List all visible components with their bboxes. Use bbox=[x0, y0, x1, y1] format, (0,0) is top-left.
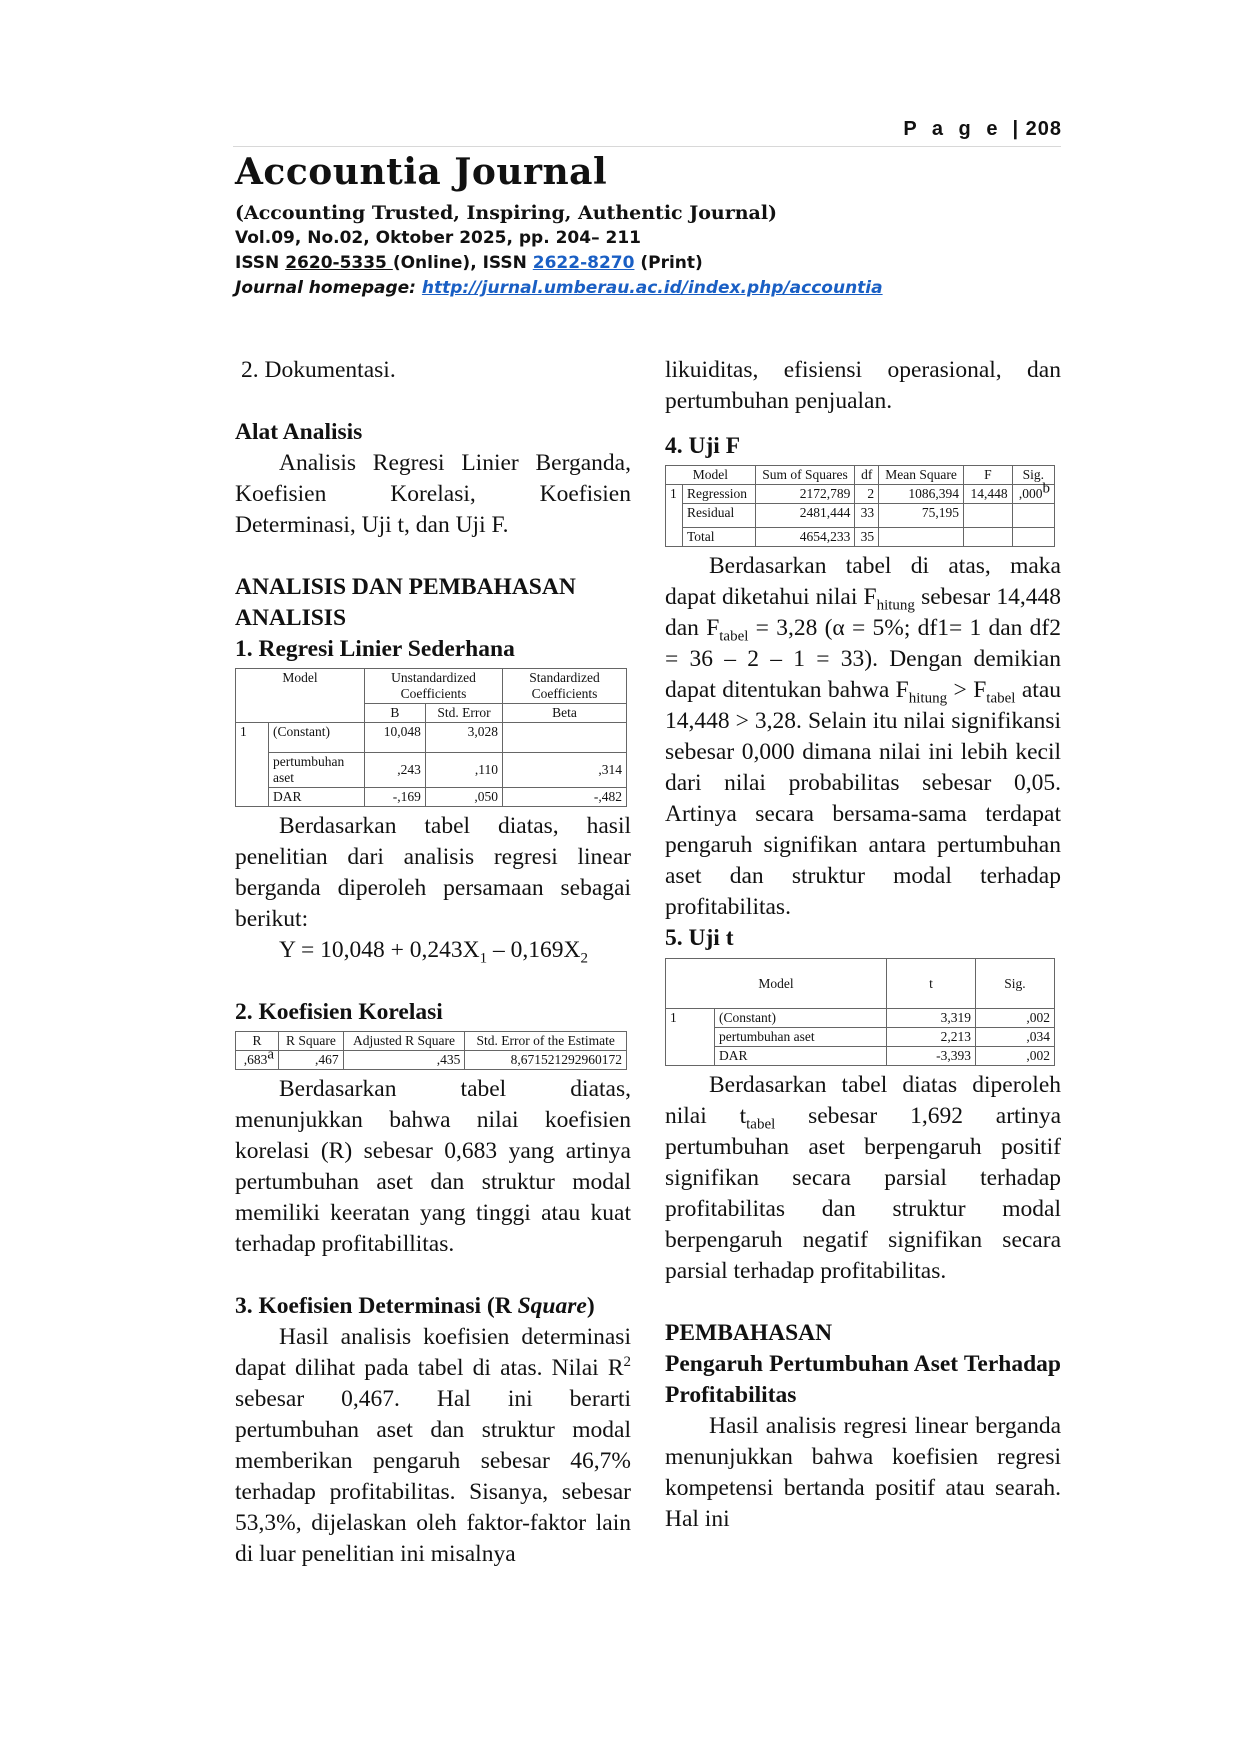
th-adj: Adjusted R Square bbox=[343, 1032, 465, 1051]
left-column bbox=[235, 355, 631, 1570]
table-cell bbox=[1012, 480, 1054, 504]
text-part: sebesar 1,692 artinya pertumbuhan aset berpengaruh positif signifikan secara parsial terhadap profitabilitas dan struktur modal berpengaruh negatif signifikan secara parsial terhadap profitabilitas. bbox=[665, 1103, 1062, 1284]
table-cell bbox=[1012, 528, 1054, 547]
th-model: Model bbox=[666, 466, 756, 485]
table-cell: 75,195 bbox=[879, 504, 964, 528]
table-row: Regression bbox=[683, 485, 756, 504]
text-part: Berdasarkan tabel diatas diperoleh nilai t bbox=[665, 1072, 1061, 1129]
text-sup: 2 bbox=[623, 1354, 631, 1371]
th-std: Standardized Coefficients bbox=[503, 669, 627, 704]
table-cell: 2 bbox=[855, 485, 879, 504]
table-cell: 2172,789 bbox=[755, 485, 855, 504]
issn-online-link[interactable]: 2620-5335 bbox=[285, 253, 393, 273]
table-cell: 8,671521292960172 bbox=[465, 1051, 627, 1070]
table-cell: 35 bbox=[855, 528, 879, 547]
pembahasan-heading: PEMBAHASAN bbox=[665, 1320, 833, 1346]
table-cell: 2481,444 bbox=[755, 504, 855, 528]
korelasi-heading: 2. Koefisien Korelasi bbox=[235, 999, 443, 1025]
table-cell: 3,028 bbox=[425, 723, 502, 753]
journal-title: Accountia Journal bbox=[235, 151, 608, 193]
alat-analisis-heading: Alat Analisis bbox=[235, 419, 363, 445]
th-se: Std. Error bbox=[425, 704, 502, 723]
anova-table bbox=[665, 465, 1055, 547]
eq-part: – 0,169X bbox=[487, 937, 581, 963]
issn-suffix: (Print) bbox=[634, 253, 703, 273]
text-sub: tabel bbox=[719, 628, 749, 645]
text-part: atau 14,448 > 3,28. Selain itu nilai signifikansi sebesar 0,000 dimana nilai ini lebih kecil dari nilai probabilitas sebesar 0,05. Artinya secara bersama-sama terdapat pengaruh signifikan antara pertumbuhan aset dan struktur modal terhadap profitabilitas. bbox=[665, 677, 1061, 920]
correlation-table bbox=[235, 1031, 627, 1070]
determinasi-text bbox=[235, 1322, 631, 1570]
uji-f-heading: 4. Uji F bbox=[665, 433, 741, 459]
list-item-dokumentasi: 2. Dokumentasi. bbox=[241, 357, 396, 383]
issn-prefix: ISSN bbox=[235, 253, 286, 273]
issn-print-link[interactable]: 2622-8270 bbox=[532, 253, 635, 273]
journal-issn bbox=[235, 251, 1065, 276]
page-label: P a g e bbox=[903, 118, 1003, 140]
table-cell: ,034 bbox=[976, 1028, 1055, 1047]
th-ms: Mean Square bbox=[879, 466, 964, 485]
th-rs: R Square bbox=[279, 1032, 344, 1051]
table-cell: ,050 bbox=[425, 788, 502, 807]
text-sub: tabel bbox=[986, 690, 1016, 707]
journal-volume: Vol.09, No.02, Oktober 2025, pp. 204– 211 bbox=[235, 228, 641, 248]
th-ss: Sum of Squares bbox=[755, 466, 855, 485]
table-cell: 10,048 bbox=[364, 723, 425, 753]
journal-subtitle: (Accounting Trusted, Inspiring, Authentic Journal) bbox=[235, 202, 778, 224]
regresi-text: Berdasarkan tabel diatas, hasil penelitian dari analisis regresi linear berganda diperoleh persamaan sebagai berikut: bbox=[235, 813, 631, 932]
sig-value: ,000 bbox=[1018, 486, 1043, 501]
table-cell: 33 bbox=[855, 504, 879, 528]
header-rule bbox=[233, 146, 1061, 147]
th-t: t bbox=[887, 959, 976, 1009]
table-cell: -3,393 bbox=[887, 1047, 976, 1066]
issn-mid: (Online), ISSN bbox=[392, 253, 533, 273]
table-cell bbox=[236, 1046, 279, 1070]
table-cell: 2,213 bbox=[887, 1028, 976, 1047]
table-row: pertumbuhan aset bbox=[269, 753, 365, 788]
right-column bbox=[665, 355, 1061, 1535]
heading-part: 3. Koefisien Determinasi (R bbox=[235, 1293, 518, 1319]
table-cell: ,002 bbox=[976, 1009, 1055, 1028]
model-no: 1 bbox=[666, 485, 683, 547]
table-row: (Constant) bbox=[269, 723, 365, 753]
r-value: ,683 bbox=[243, 1052, 268, 1067]
table-cell: ,314 bbox=[503, 753, 627, 788]
table-cell: -,169 bbox=[364, 788, 425, 807]
homepage-link[interactable]: http://jurnal.umberau.ac.id/index.php/accountia bbox=[421, 278, 883, 298]
table-cell bbox=[1012, 504, 1054, 528]
table-cell: ,002 bbox=[976, 1047, 1055, 1066]
regression-equation bbox=[235, 935, 631, 966]
eq-sub: 2 bbox=[580, 950, 588, 967]
table-cell: ,110 bbox=[425, 753, 502, 788]
table-row: DAR bbox=[269, 788, 365, 807]
journal-header bbox=[235, 150, 1065, 301]
model-no: 1 bbox=[236, 723, 269, 807]
page-number bbox=[903, 118, 1062, 141]
text-part: Hasil analisis koefisien determinasi dapat dilihat pada tabel di atas. Nilai R bbox=[235, 1324, 631, 1381]
text-sub: hitung bbox=[908, 690, 948, 707]
th-r: R bbox=[236, 1032, 279, 1051]
analisis-heading: ANALISIS DAN PEMBAHASAN ANALISIS bbox=[235, 574, 576, 631]
journal-homepage bbox=[235, 276, 1065, 301]
table-cell bbox=[879, 528, 964, 547]
th-df: df bbox=[855, 466, 879, 485]
table-row: Residual bbox=[683, 504, 756, 528]
table-cell: ,243 bbox=[364, 753, 425, 788]
pembahasan-subheading: Pengaruh Pertumbuhan Aset Terhadap Profitabilitas bbox=[665, 1351, 1061, 1408]
homepage-label: Journal homepage: bbox=[235, 278, 422, 298]
table-cell bbox=[964, 528, 1013, 547]
th-unstd: Unstandardized Coefficients bbox=[364, 669, 502, 704]
table-cell bbox=[964, 504, 1013, 528]
th-sig: Sig. bbox=[976, 959, 1055, 1009]
table-cell: 1086,394 bbox=[879, 485, 964, 504]
regression-table bbox=[235, 668, 627, 807]
t-test-table bbox=[665, 958, 1055, 1066]
th-b: B bbox=[364, 704, 425, 723]
heading-part: ) bbox=[586, 1293, 595, 1319]
table-cell: -,482 bbox=[503, 788, 627, 807]
text-sub: tabel bbox=[746, 1116, 776, 1133]
table-cell bbox=[503, 723, 627, 753]
text-part: sebesar 14,448 dan F bbox=[665, 584, 1061, 641]
model-no: 1 bbox=[666, 1009, 715, 1066]
table-row: Total bbox=[683, 528, 756, 547]
heading-part: Square bbox=[517, 1293, 587, 1319]
text-part: sebesar 0,467. Hal ini berarti pertumbuhan aset dan struktur modal memberikan pengaruh sebesar 46,7% terhadap profitabilitas. Sisanya, sebesar 53,3%, dijelaskan oleh faktor-faktor lain di luar penelitian ini misalnya bbox=[235, 1386, 631, 1567]
th-model: Model bbox=[236, 669, 365, 723]
table-cell: 14,448 bbox=[964, 485, 1013, 504]
uji-t-heading: 5. Uji t bbox=[665, 925, 734, 951]
table-cell: 3,319 bbox=[887, 1009, 976, 1028]
table-row: (Constant) bbox=[715, 1009, 887, 1028]
text-sub: hitung bbox=[876, 597, 915, 614]
th-beta: Beta bbox=[503, 704, 627, 723]
table-cell: ,467 bbox=[279, 1051, 344, 1070]
page-value: | 208 bbox=[1012, 118, 1062, 140]
determinasi-heading bbox=[235, 1291, 631, 1322]
uji-f-text bbox=[665, 551, 1061, 923]
sig-footnote: b bbox=[1042, 480, 1050, 497]
th-se: Std. Error of the Estimate bbox=[465, 1032, 627, 1051]
korelasi-text: Berdasarkan tabel diatas, menunjukkan bahwa nilai koefisien korelasi (R) sebesar 0,683 yang artinya pertumbuhan aset dan struktur modal memiliki keeratan yang tinggi atau kuat terhadap profitabillitas. bbox=[235, 1076, 631, 1257]
eq-sub: 1 bbox=[479, 950, 488, 967]
pembahasan-text: Hasil analisis regresi linear berganda menunjukkan bahwa koefisien regresi kompetensi bertanda positif atau searah. Hal ini bbox=[665, 1413, 1061, 1532]
eq-part: Y = 10,048 + 0,243X bbox=[279, 937, 480, 963]
table-cell: ,435 bbox=[343, 1051, 465, 1070]
table-cell: 4654,233 bbox=[755, 528, 855, 547]
text-part: > F bbox=[947, 677, 987, 703]
table-row: DAR bbox=[715, 1047, 887, 1066]
uji-t-text bbox=[665, 1070, 1061, 1287]
th-sig: Sig. bbox=[1012, 466, 1054, 485]
alat-analisis-text: Analisis Regresi Linier Berganda, Koefisien Korelasi, Koefisien Determinasi, Uji t, dan Uji F. bbox=[235, 450, 631, 538]
text-part: = 3,28 (α = 5%; df1= 1 dan df2 = 36 – 2 – 1 = 33). Dengan demikian dapat ditentukan bahwa F bbox=[665, 615, 1061, 703]
text-part: Berdasarkan tabel di atas, maka dapat diketahui nilai F bbox=[665, 553, 1061, 610]
table-row: pertumbuhan aset bbox=[715, 1028, 887, 1047]
th-model: Model bbox=[666, 959, 887, 1009]
th-f: F bbox=[964, 466, 1013, 485]
regresi-heading: 1. Regresi Linier Sederhana bbox=[235, 636, 515, 662]
r-footnote: a bbox=[267, 1046, 275, 1063]
continued-text: likuiditas, efisiensi operasional, dan pertumbuhan penjualan. bbox=[665, 357, 1061, 414]
